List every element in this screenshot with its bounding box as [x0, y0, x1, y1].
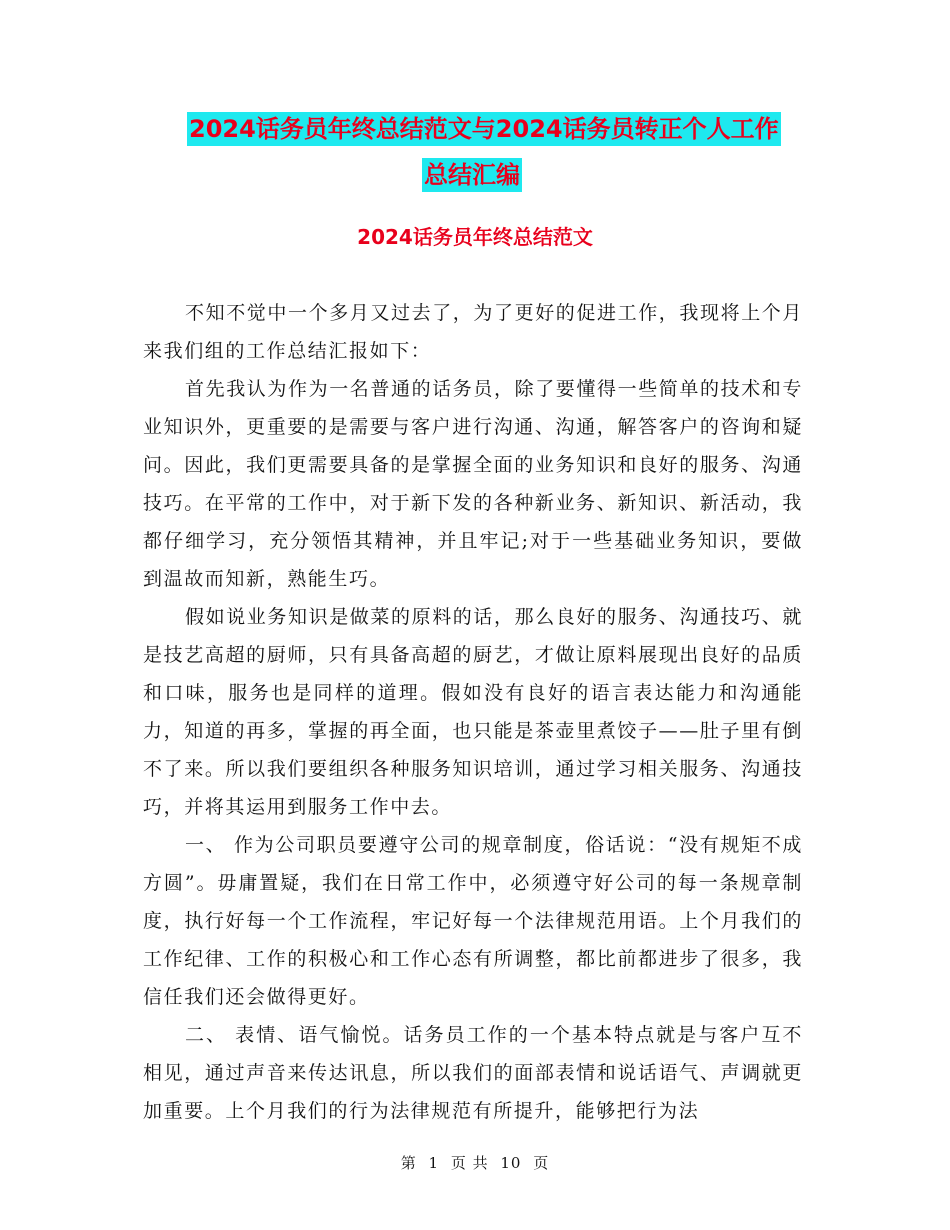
footer-total-pages: 10	[500, 1154, 522, 1172]
footer-label-of: 页 共	[450, 1154, 489, 1172]
footer-label-page: 第	[400, 1154, 417, 1172]
footer-label-end: 页	[533, 1154, 550, 1172]
footer-current-page: 1	[428, 1154, 440, 1172]
paragraph-skills: 假如说业务知识是做菜的原料的话，那么良好的服务、沟通技巧、就是技艺高超的厨师，只有具备高超的厨艺，才做让原料展现出良好的品质和口味，服务也是同样的道理。假如没有良好的语言表达能力和沟通能力，知道的再多，掌握的再全面，也只能是茶壶里煮饺子——肚子里有倒不了来。所以我们要组织各种服务知识培训，通过学习相关服务、沟通技巧，并将其运用到服务工作中去。	[143, 606, 804, 818]
main-title-line-2: 总结汇编	[422, 158, 522, 192]
paragraph-knowledge: 首先我认为作为一名普通的话务员，除了要懂得一些简单的技术和专业知识外，更重要的是需要与客户进行沟通、沟通，解答客户的咨询和疑问。因此，我们更需要具备的是掌握全面的业务知识和良好的服务、沟通技巧。在平常的工作中，对于新下发的各种新业务、新知识、新活动，我都仔细学习，充分领悟其精神，并且牢记;对于一些基础业务知识，要做到温故而知新，熟能生巧。	[143, 378, 804, 590]
section-title: 2024话务员年终总结范文	[357, 225, 593, 249]
paragraph-rules: 一、 作为公司职员要遵守公司的规章制度，俗话说：“没有规矩不成方圆”。毋庸置疑，我们在日常工作中，必须遵守好公司的每一条规章制度，执行好每一个工作流程，牢记好每一个法律规范用语。上个月我们的工作纪律、工作的积极心和工作心态有所调整，都比前都进步了很多，我信任我们还会做得更好。	[143, 834, 803, 1008]
body-text	[143, 294, 803, 1130]
page-footer	[0, 1152, 950, 1173]
main-title-line-1: 2024话务员年终总结范文与2024话务员转正个人工作	[187, 112, 781, 146]
paragraph-expression: 二、 表情、语气愉悦。话务员工作的一个基本特点就是与客户互不相见，通过声音来传达讯息，所以我们的面部表情和说话语气、声调就更加重要。上个月我们的行为法律规范有所提升，能够把行为法	[143, 1024, 803, 1122]
paragraph-intro: 不知不觉中一个多月又过去了，为了更好的促进工作，我现将上个月来我们组的工作总结汇报如下：	[143, 302, 804, 362]
